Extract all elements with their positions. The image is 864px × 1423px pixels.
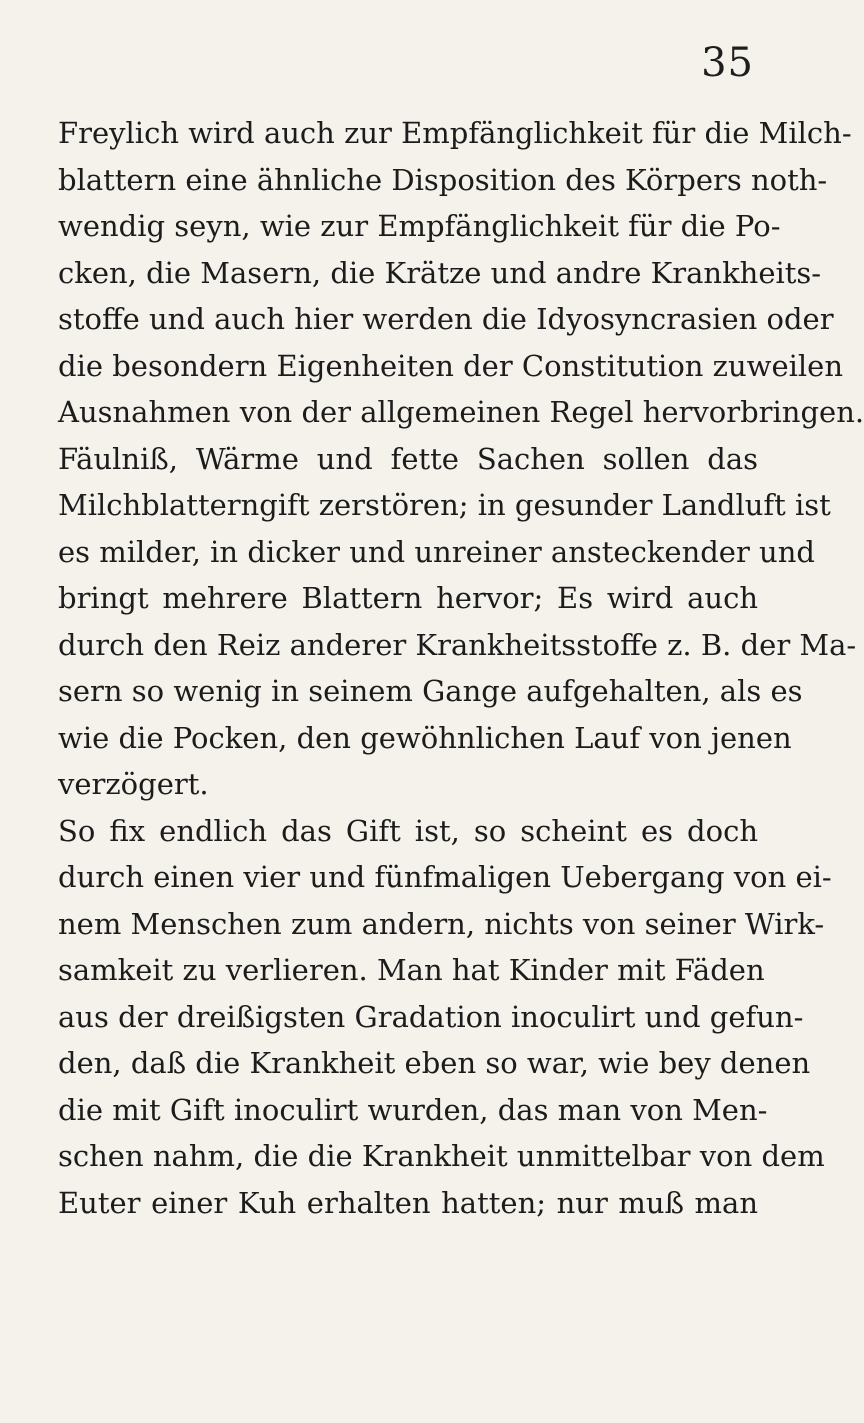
text-line: Freylich wird auch zur Empfänglichkeit für die Milch- bbox=[58, 116, 852, 150]
text-line: stoffe und auch hier werden die Idyosyncrasien oder bbox=[58, 302, 834, 336]
body-text bbox=[58, 110, 864, 1226]
text-line: wie die Pocken, den gewöhnlichen Lauf von jenen bbox=[58, 720, 792, 755]
text-line: cken, die Masern, die Krätze und andre Krankheits- bbox=[58, 255, 822, 290]
text-line: die mit Gift inoculirt wurden, das man von Men- bbox=[58, 1092, 768, 1127]
text-line: den, daß die Krankheit eben so war, wie bey denen bbox=[58, 1046, 811, 1080]
text-line: verzögert. bbox=[58, 767, 209, 801]
text-line: So fix endlich das Gift ist, so scheint es doch bbox=[58, 813, 758, 848]
page-number: 35 bbox=[701, 40, 754, 86]
text-line: bringt mehrere Blattern hervor; Es wird auch bbox=[58, 581, 758, 615]
text-line: aus der dreißigsten Gradation inoculirt und gefun- bbox=[58, 999, 804, 1034]
text-line: durch einen vier und fünfmaligen Uebergang von ei- bbox=[58, 860, 832, 894]
text-line: schen nahm, die die Krankheit unmittelbar von dem bbox=[58, 1139, 825, 1173]
text-line: die besondern Eigenheiten der Constitution zuweilen bbox=[58, 348, 844, 383]
text-line: Milchblatterngift zerstören; in gesunder Landluft ist bbox=[58, 488, 831, 522]
text-line: sern so wenig in seinem Gange aufgehalten, als es bbox=[58, 674, 803, 708]
text-line: samkeit zu verlieren. Man hat Kinder mit Fäden bbox=[58, 953, 765, 987]
text-line: nem Menschen zum andern, nichts von seiner Wirk- bbox=[58, 906, 825, 941]
text-line: durch den Reiz anderer Krankheitsstoffe z. B. der Ma- bbox=[58, 627, 857, 662]
text-line: blattern eine ähnliche Disposition des Körpers noth- bbox=[58, 162, 828, 197]
text-line: es milder, in dicker und unreiner ansteckender und bbox=[58, 534, 815, 569]
text-line: Ausnahmen von der allgemeinen Regel hervorbringen. bbox=[58, 395, 864, 429]
text-line: Euter einer Kuh erhalten hatten; nur muß man bbox=[58, 1185, 758, 1220]
text-line: wendig seyn, wie zur Empfänglichkeit für die Po- bbox=[58, 209, 781, 243]
text-line: Fäulniß, Wärme und fette Sachen sollen das bbox=[58, 441, 758, 476]
